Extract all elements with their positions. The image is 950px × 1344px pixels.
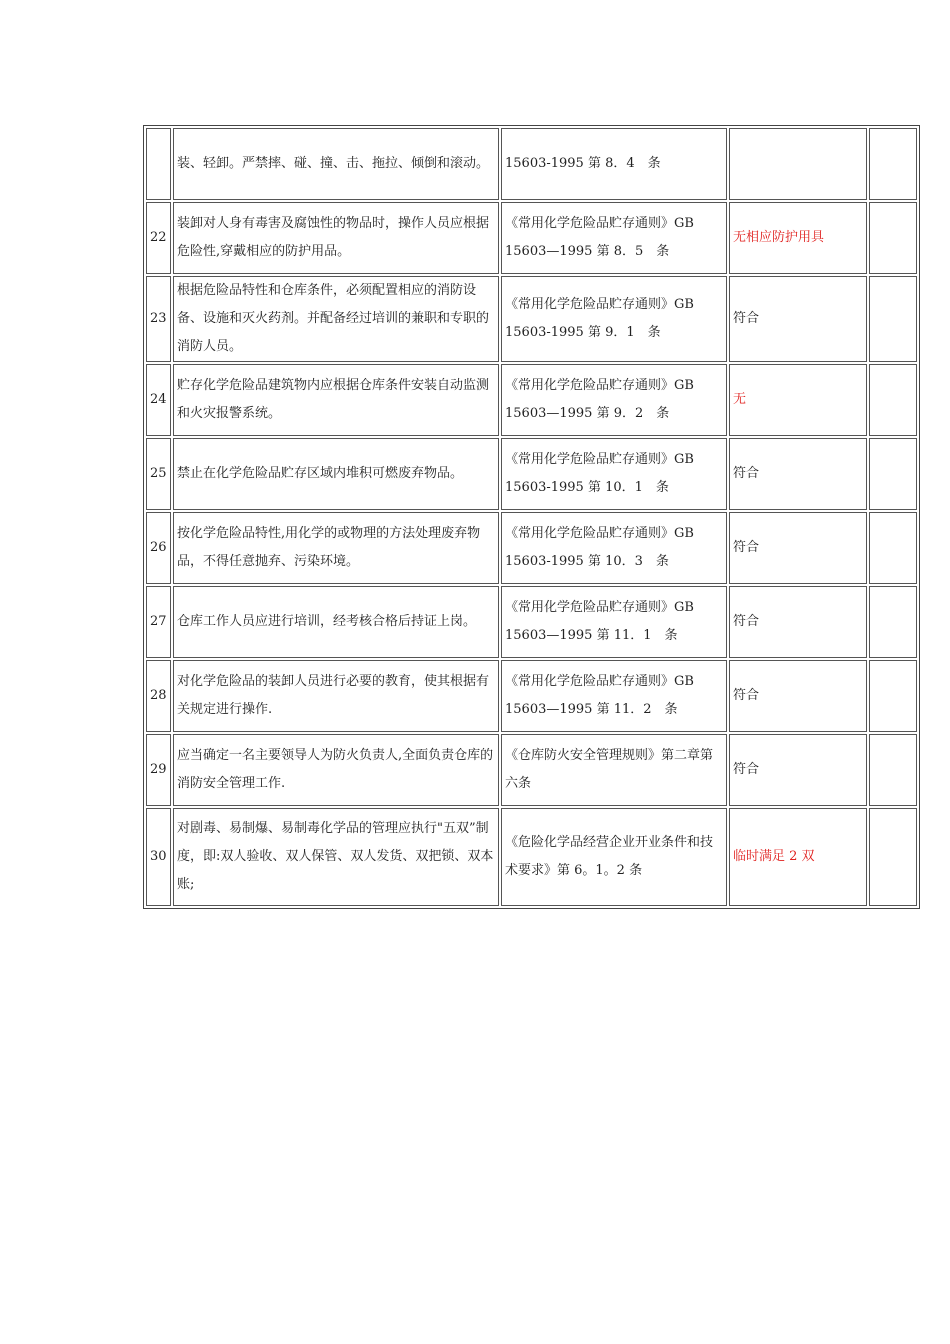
basis-cell: 《常用化学危险品贮存通则》GB 15603-1995 第 9．1 条 — [501, 276, 727, 362]
row-number: 22 — [146, 202, 171, 274]
requirement-cell: 装、轻卸。严禁摔、碰、撞、击、拖拉、倾倒和滚动。 — [173, 128, 499, 200]
note-cell — [869, 586, 917, 658]
result-cell — [729, 128, 867, 200]
note-cell — [869, 512, 917, 584]
requirement-cell: 对剧毒、易制爆、易制毒化学品的管理应执行"五双”制度，即:双人验收、双人保管、双人发货、双把锁、双本账; — [173, 808, 499, 906]
requirement-cell: 应当确定一名主要领导人为防火负责人,全面负责仓库的消防安全管理工作. — [173, 734, 499, 806]
note-cell — [869, 276, 917, 362]
table-row — [146, 364, 917, 436]
basis-cell: 《危险化学品经营企业开业条件和技术要求》第 6。1。2 条 — [501, 808, 727, 906]
note-cell — [869, 438, 917, 510]
table-row — [146, 512, 917, 584]
basis-cell: 《常用化学危险品贮存通则》GB 15603—1995 第 11．2 条 — [501, 660, 727, 732]
table-row — [146, 660, 917, 732]
row-number — [146, 128, 171, 200]
table-row — [146, 734, 917, 806]
row-number: 29 — [146, 734, 171, 806]
requirement-cell: 贮存化学危险品建筑物内应根据仓库条件安装自动监测和火灾报警系统。 — [173, 364, 499, 436]
result-cell: 符合 — [729, 660, 867, 732]
inspection-table-page — [143, 125, 919, 909]
basis-cell: 《常用化学危险品贮存通则》GB 15603—1995 第 9．2 条 — [501, 364, 727, 436]
row-number: 26 — [146, 512, 171, 584]
table-row — [146, 586, 917, 658]
result-cell: 符合 — [729, 734, 867, 806]
result-cell: 无 — [729, 364, 867, 436]
note-cell — [869, 660, 917, 732]
result-cell: 符合 — [729, 438, 867, 510]
table-row — [146, 808, 917, 906]
basis-cell: 《仓库防火安全管理规则》第二章第六条 — [501, 734, 727, 806]
inspection-table — [143, 125, 920, 909]
note-cell — [869, 808, 917, 906]
table-row — [146, 438, 917, 510]
result-cell: 无相应防护用具 — [729, 202, 867, 274]
table-body — [146, 128, 917, 906]
row-number: 25 — [146, 438, 171, 510]
note-cell — [869, 734, 917, 806]
table-row — [146, 202, 917, 274]
requirement-cell: 按化学危险品特性,用化学的或物理的方法处理废弃物品，不得任意抛弃、污染环境。 — [173, 512, 499, 584]
basis-cell: 《常用化学危险品贮存通则》GB 15603-1995 第 10．3 条 — [501, 512, 727, 584]
table-row — [146, 276, 917, 362]
requirement-cell: 对化学危险品的装卸人员进行必要的教育，使其根据有关规定进行操作. — [173, 660, 499, 732]
table-row — [146, 128, 917, 200]
row-number: 24 — [146, 364, 171, 436]
row-number: 23 — [146, 276, 171, 362]
requirement-cell: 装卸对人身有毒害及腐蚀性的物品时，操作人员应根据危险性,穿戴相应的防护用品。 — [173, 202, 499, 274]
row-number: 28 — [146, 660, 171, 732]
requirement-cell: 根据危险品特性和仓库条件，必须配置相应的消防设备、设施和灭火药剂。并配备经过培训的兼职和专职的消防人员。 — [173, 276, 499, 362]
basis-cell: 《常用化学危险品贮存通则》GB 15603-1995 第 10．1 条 — [501, 438, 727, 510]
note-cell — [869, 202, 917, 274]
row-number: 27 — [146, 586, 171, 658]
note-cell — [869, 364, 917, 436]
row-number: 30 — [146, 808, 171, 906]
result-cell: 符合 — [729, 586, 867, 658]
result-cell: 符合 — [729, 512, 867, 584]
requirement-cell: 仓库工作人员应进行培训，经考核合格后持证上岗。 — [173, 586, 499, 658]
result-cell: 符合 — [729, 276, 867, 362]
note-cell — [869, 128, 917, 200]
result-cell: 临时满足 2 双 — [729, 808, 867, 906]
basis-cell: 《常用化学危险品贮存通则》GB 15603—1995 第 11．1 条 — [501, 586, 727, 658]
requirement-cell: 禁止在化学危险品贮存区域内堆积可燃废弃物品。 — [173, 438, 499, 510]
basis-cell: 《常用化学危险品贮存通则》GB 15603—1995 第 8．5 条 — [501, 202, 727, 274]
basis-cell: 15603-1995 第 8．4 条 — [501, 128, 727, 200]
